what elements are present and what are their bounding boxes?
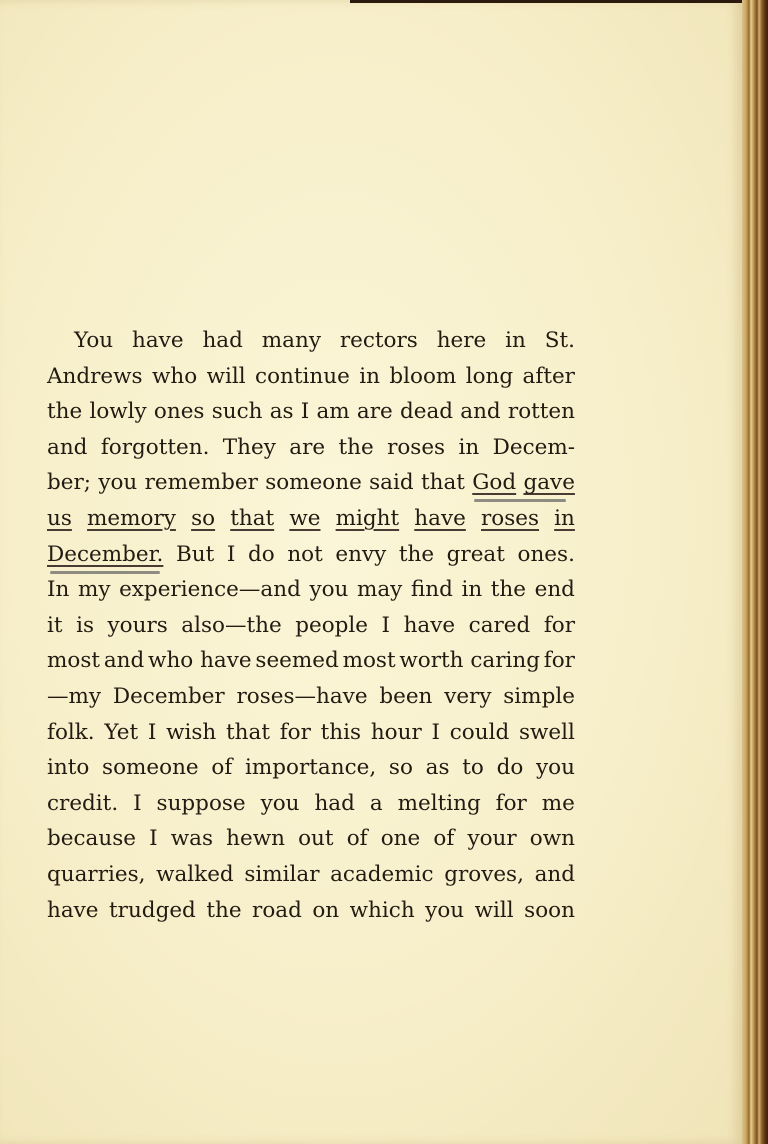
page-top-shadow: [350, 0, 742, 3]
text-line: [47, 430, 575, 466]
text-line: [47, 572, 575, 608]
word: not: [287, 541, 323, 567]
word: of: [433, 826, 455, 852]
word: yours: [107, 612, 168, 638]
text-line: [47, 323, 575, 359]
word: could: [449, 719, 510, 745]
word: have: [403, 612, 456, 638]
word: groves,: [444, 861, 524, 887]
underlined-phrase: December.: [47, 541, 164, 567]
word: will: [474, 897, 514, 923]
word: walked: [156, 861, 234, 887]
word: dead: [399, 399, 454, 425]
word: in: [359, 363, 380, 389]
word: lowly: [89, 399, 147, 425]
word: on: [312, 897, 340, 923]
word: have: [47, 897, 99, 923]
word: road: [252, 897, 302, 923]
word: ones: [153, 399, 205, 425]
word: Yet: [104, 719, 139, 745]
word: may: [356, 577, 403, 603]
word: as: [269, 399, 294, 425]
word: it: [47, 612, 63, 638]
word: have: [132, 328, 184, 353]
word: ones.: [517, 541, 575, 567]
word: is: [76, 612, 94, 638]
word: such: [211, 399, 263, 425]
word: wish: [166, 719, 217, 745]
word: In: [47, 577, 70, 603]
word: as: [425, 755, 450, 781]
text-line: [47, 643, 575, 679]
word: in: [554, 505, 575, 531]
word: I: [300, 399, 310, 425]
word: I: [133, 790, 142, 816]
page-edge-stack: [742, 0, 768, 1144]
word: academic: [330, 861, 434, 887]
pencil-mark: [50, 571, 160, 574]
word: in: [458, 434, 480, 460]
word: and: [534, 861, 575, 887]
word: which: [349, 897, 415, 923]
text-line: [47, 465, 575, 501]
word: someone: [102, 755, 199, 781]
word: St.: [544, 328, 575, 353]
word: folk.: [47, 719, 95, 745]
word: envy: [335, 541, 387, 567]
word: you: [309, 577, 349, 603]
word: find: [410, 577, 453, 603]
pencil-mark: [474, 499, 566, 502]
word: rotten: [507, 399, 575, 425]
body-paragraph: [47, 323, 575, 928]
word: have: [414, 505, 466, 531]
text-line: [47, 750, 575, 786]
word: suppose: [156, 790, 246, 816]
word: and: [47, 434, 88, 460]
word: one: [380, 826, 421, 852]
word: a: [369, 790, 383, 816]
word: that: [230, 505, 275, 531]
word: roses: [387, 434, 446, 460]
word: will: [206, 363, 246, 389]
word: importance,: [245, 755, 377, 781]
word: You: [74, 328, 114, 353]
word: roses—have: [236, 683, 368, 709]
word: to: [462, 755, 484, 781]
word: soon: [524, 897, 575, 923]
word: December: [112, 683, 225, 709]
word: someone: [265, 470, 362, 496]
word: the: [47, 399, 83, 425]
text-line: [47, 857, 575, 893]
word: in: [505, 328, 526, 353]
word: been: [379, 683, 433, 709]
word: do: [496, 755, 524, 781]
word: you: [425, 897, 465, 923]
word: had: [202, 328, 243, 353]
word: They: [222, 434, 276, 460]
word: great: [446, 541, 505, 567]
text-line: [47, 359, 575, 395]
word: ber;: [47, 470, 92, 496]
word: your: [467, 826, 517, 852]
text-line: [47, 821, 575, 857]
word: you: [536, 755, 575, 781]
text-line: [47, 501, 575, 537]
word: memory: [87, 505, 176, 531]
text-line: [47, 394, 575, 430]
text-line: [47, 715, 575, 751]
word: hewn: [226, 826, 285, 852]
word: I: [149, 826, 158, 852]
word: I: [431, 719, 440, 745]
word: very: [444, 683, 492, 709]
word: after: [522, 363, 575, 389]
word: remember: [144, 470, 258, 496]
word: we: [289, 505, 321, 531]
word: end: [534, 577, 575, 603]
word: you: [98, 470, 138, 496]
word: the: [490, 577, 527, 603]
word: might: [335, 505, 400, 531]
text-line: [47, 608, 575, 644]
text-line: [47, 786, 575, 822]
word: and: [460, 399, 501, 425]
word: do: [247, 541, 275, 567]
word: for: [495, 790, 527, 816]
word: me: [541, 790, 575, 816]
word: us: [47, 505, 72, 531]
word: most: [47, 648, 101, 674]
word: I: [147, 719, 157, 745]
word: my: [77, 577, 111, 603]
word: here: [436, 328, 487, 353]
word: you: [260, 790, 300, 816]
word: quarries,: [47, 861, 146, 887]
word: swell: [518, 719, 575, 745]
word: this: [320, 719, 362, 745]
word: in: [461, 577, 483, 603]
text-line: [47, 679, 575, 715]
word: are: [289, 434, 326, 460]
word: the: [206, 897, 242, 923]
word: forgotten.: [100, 434, 210, 460]
word: the: [338, 434, 374, 460]
text-line: [47, 537, 575, 573]
word: was: [170, 826, 213, 852]
word: the: [398, 541, 435, 567]
underlined-phrase: God: [472, 470, 517, 496]
word: Andrews: [47, 363, 143, 389]
word: are: [356, 399, 393, 425]
word: trudged: [109, 897, 196, 923]
word: But: [175, 541, 215, 567]
word: into: [47, 755, 90, 781]
word: who: [151, 363, 198, 389]
word: who have: [148, 648, 252, 674]
word: many: [261, 328, 321, 353]
word: roses: [481, 505, 540, 531]
word: Decem-: [492, 434, 575, 460]
word: experience—and: [119, 577, 301, 603]
word: said: [369, 470, 414, 496]
word: so: [388, 755, 413, 781]
word: because: [47, 826, 136, 852]
word: for: [543, 648, 575, 674]
word: seemed: [255, 648, 339, 674]
word: I: [381, 612, 391, 638]
word: bloom: [389, 363, 457, 389]
word: had: [314, 790, 355, 816]
word: melting: [397, 790, 481, 816]
word: I: [226, 541, 236, 567]
word: am: [316, 399, 350, 425]
word: for: [279, 719, 311, 745]
word: so: [191, 505, 216, 531]
word: most: [342, 648, 396, 674]
word: long: [465, 363, 514, 389]
word: —my: [47, 683, 102, 709]
word: rectors: [339, 328, 418, 353]
word: and: [103, 648, 145, 674]
word: also—the: [181, 612, 282, 638]
word: of: [211, 755, 233, 781]
word: that: [420, 470, 465, 496]
word: similar: [244, 861, 320, 887]
word: hour: [370, 719, 422, 745]
word: worth caring: [399, 648, 540, 674]
text-line: [47, 893, 575, 929]
word: cared: [468, 612, 531, 638]
word: out: [298, 826, 334, 852]
word: simple: [503, 683, 575, 709]
word: people: [295, 612, 369, 638]
word: for: [543, 612, 575, 638]
underlined-phrase: gave: [523, 470, 575, 496]
word: credit.: [47, 790, 119, 816]
word: own: [529, 826, 575, 852]
word: that: [226, 719, 270, 745]
word: of: [346, 826, 368, 852]
word: continue: [255, 363, 350, 389]
